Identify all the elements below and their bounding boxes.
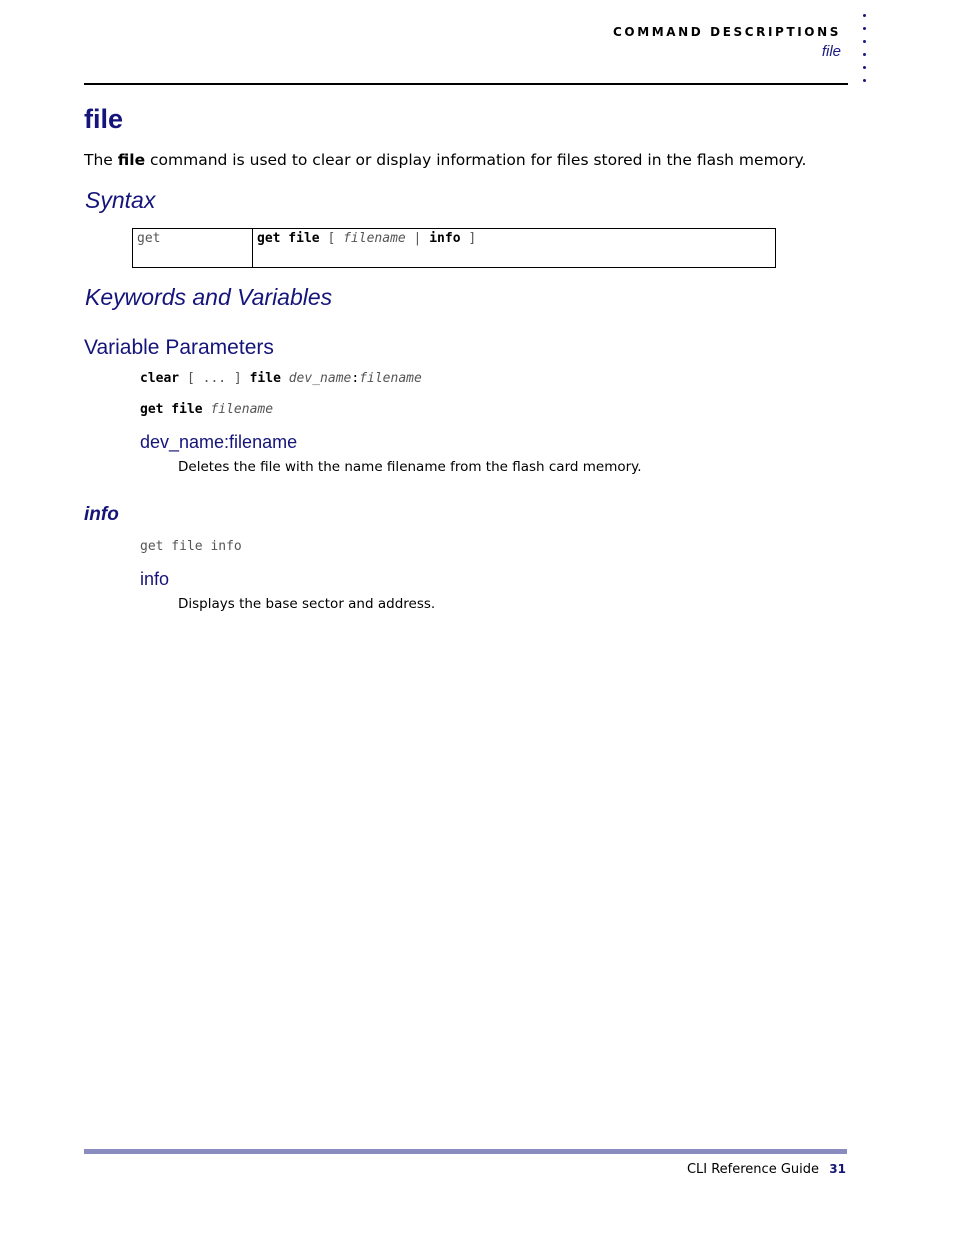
info-command: get file info [140,539,242,554]
arg-dev-name: dev_name [288,371,352,386]
kw-clear: clear [140,371,180,386]
param-info-desc: Displays the base sector and address. [178,596,436,612]
dot [863,40,866,43]
dot [863,53,866,56]
usage-line-get [140,402,273,417]
colon: : [351,371,360,386]
param-info-heading: info [140,569,170,589]
intro-paragraph [84,151,806,169]
info-heading: info [84,504,119,525]
dot [863,14,866,17]
arg-filename: filename [359,371,422,386]
arg-filename: filename [210,402,274,417]
header-rule [84,83,848,85]
syntax-cell-right [253,229,775,267]
dot [863,66,866,69]
running-header-section: COMMAND DESCRIPTIONS [612,25,841,39]
syntax-cell-left: get [133,229,253,267]
syntax-open: [ [319,231,344,246]
syntax-sep: | [405,231,430,246]
param-dev-name-heading: dev_name:filename [140,432,298,452]
keywords-heading: Keywords and Variables [85,284,333,310]
intro-bold: file [117,151,146,169]
footer-page-number: 31 [829,1162,846,1176]
decorative-dots [863,14,871,92]
dot [863,27,866,30]
page-title: file [84,104,124,134]
syntax-table [132,228,776,268]
syntax-heading: Syntax [85,187,156,213]
variable-params-heading: Variable Parameters [84,336,274,359]
intro-prefix: The [84,151,118,169]
ellipsis: [ ... ] [179,371,250,386]
footer-rule [84,1149,847,1154]
syntax-arg1: filename [343,231,406,246]
kw-file: file [249,371,281,386]
syntax-arg2: info [429,231,461,246]
intro-suffix: command is used to clear or display information for files stored in the flash memory. [145,151,807,169]
dot [863,79,866,82]
kw-get-file: get file [140,402,203,417]
footer-guide-title: CLI Reference Guide [686,1162,819,1177]
param-dev-name-desc: Deletes the file with the name filename from the flash card memory. [178,459,642,475]
running-header-subsection: file [821,43,841,60]
syntax-close: ] [460,231,477,246]
usage-line-clear [140,371,422,386]
syntax-cmd: get file [257,231,320,246]
